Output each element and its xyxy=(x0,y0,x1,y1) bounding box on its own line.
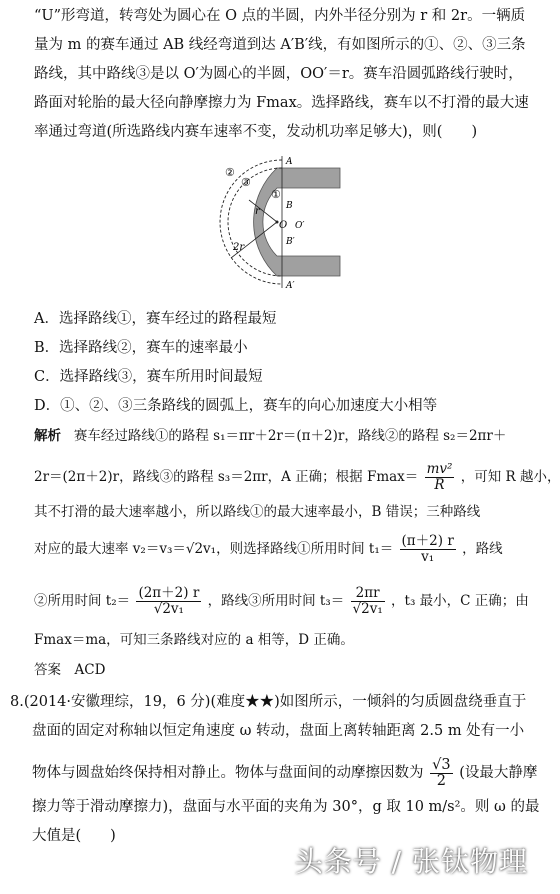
fraction-t1 xyxy=(400,534,456,565)
solution-text-4a: 对应的最大速率 v₂＝v₃＝√2v₁，则选择路线①所用时间 t₁＝ xyxy=(34,541,394,557)
route3-label: ③ xyxy=(241,176,251,189)
fraction-mv2-over-r xyxy=(425,462,455,493)
frac-num: (2π＋2) r xyxy=(138,585,200,601)
option-b: B．选择路线②，赛车的速率最小 xyxy=(34,340,248,356)
problem7-line2: 量为 m 的赛车通过 AB 线经弯道到达 A′B′线，有如图所示的①、②、③三条 xyxy=(34,37,526,53)
route1-label: ① xyxy=(271,188,281,201)
problem7-line5: 率通过弯道(所选路线内赛车速率不变，发动机功率足够大)，则( ) xyxy=(34,124,478,140)
solution-text-5b: ，路线③所用时间 t₃＝ xyxy=(207,593,345,609)
problem8-line5: 大值是( ) xyxy=(32,828,116,844)
frac-num: mv² xyxy=(426,461,453,477)
point-b-label: B xyxy=(286,201,293,211)
solution-line3: 其不打滑的最大速率越小，所以路线①的最大速率最小，B 错误；三种路线 xyxy=(34,504,481,520)
solution-line6: Fmax＝ma，可知三条路线对应的 a 相等，D 正确。 xyxy=(34,632,354,648)
frac-den: 2 xyxy=(436,772,446,789)
answer-line: 答案 ACD xyxy=(34,662,106,678)
solution-text-4b: ，路线 xyxy=(462,541,503,557)
frac-num: √3 xyxy=(432,756,451,773)
solution-text-2a: 2r＝(2π＋2)r，路线③的路程 s₃＝2πr，A 正确；根据 Fmax＝ xyxy=(34,469,419,485)
point-o-prime-label: O′ xyxy=(295,221,305,231)
solution-line5 xyxy=(34,584,529,618)
frac-num: 2πr xyxy=(351,586,385,602)
problem8-line4: 擦力等于滑动摩擦力)，盘面与水平面的夹角为 30°，g 取 10 m/s²。则 ω 的最 xyxy=(32,799,540,815)
point-a-label: A xyxy=(286,157,293,167)
problem8-text-3a: 物体与圆盘始终保持相对静止。物体与盘面间的动摩擦因数为 xyxy=(32,765,424,781)
fraction-t2 xyxy=(136,586,201,617)
radius-2r-label: 2r xyxy=(233,242,245,253)
frac-den: √2v₁ xyxy=(153,601,184,617)
frac-num: (π＋2) r xyxy=(401,533,454,549)
point-o-label: O xyxy=(279,220,288,231)
fraction-sqrt3-over-2 xyxy=(430,758,452,789)
option-c: C．选择路线③，赛车所用时间最短 xyxy=(34,369,263,385)
frac-den: R xyxy=(434,477,445,493)
problem8-line3 xyxy=(32,756,537,790)
point-b-prime-label: B′ xyxy=(286,237,295,247)
frac-den: √2v₁ xyxy=(352,601,383,617)
frac-den: v₁ xyxy=(421,549,435,565)
solution-text-5c: ，t₃ 最小，C 正确；由 xyxy=(391,593,529,609)
solution-line1 xyxy=(34,426,506,446)
point-a-prime-label: A′ xyxy=(286,281,295,291)
solution-text-2b: ，可知 R 越小， xyxy=(460,469,560,485)
problem8-text-3b: (设最大静摩 xyxy=(459,765,538,781)
option-d: D．①、②、③三条路线的圆弧上，赛车的向心加速度大小相等 xyxy=(34,398,438,414)
route2-label: ② xyxy=(225,166,235,179)
u-turn-road-figure xyxy=(195,148,365,300)
option-a: A．选择路线①，赛车经过的路程最短 xyxy=(34,311,277,327)
solution-text-1: 赛车经过路线①的路程 s₁＝πr＋2r＝(π＋2)r，路线②的路程 s₂＝2πr＋ xyxy=(73,428,507,444)
solution-line4 xyxy=(34,532,503,566)
solution-text-5a: ②所用时间 t₂＝ xyxy=(34,593,131,609)
problem7-line1: “U”形弯道，转弯处为圆心在 O 点的半圆，内外半径分别为 r 和 2r。一辆质 xyxy=(34,8,526,24)
problem7-line4: 路面对轮胎的最大径向静摩擦力为 Fmax。选择路线，赛车以不打滑的最大速 xyxy=(34,95,529,111)
solution-line2 xyxy=(34,460,560,494)
problem8-line2: 盘面的固定对称轴以恒定角速度 ω 转动，盘面上离转轴距离 2.5 m 处有一小 xyxy=(32,723,525,739)
problem8-line1: 8.(2014·安徽理综，19，6 分)(难度★★)如图所示，一倾斜的匀质圆盘绕垂直于 xyxy=(10,694,527,710)
radius-r-label: r xyxy=(255,206,260,217)
solution-label: 解析 xyxy=(34,428,61,444)
fraction-t3 xyxy=(351,586,385,617)
watermark-text: 头条号 / 张钛物理 xyxy=(294,845,528,878)
problem7-line3: 路线，其中路线③是以 O′为圆心的半圆，OO′＝r。赛车沿圆弧路线行驶时， xyxy=(34,66,523,82)
